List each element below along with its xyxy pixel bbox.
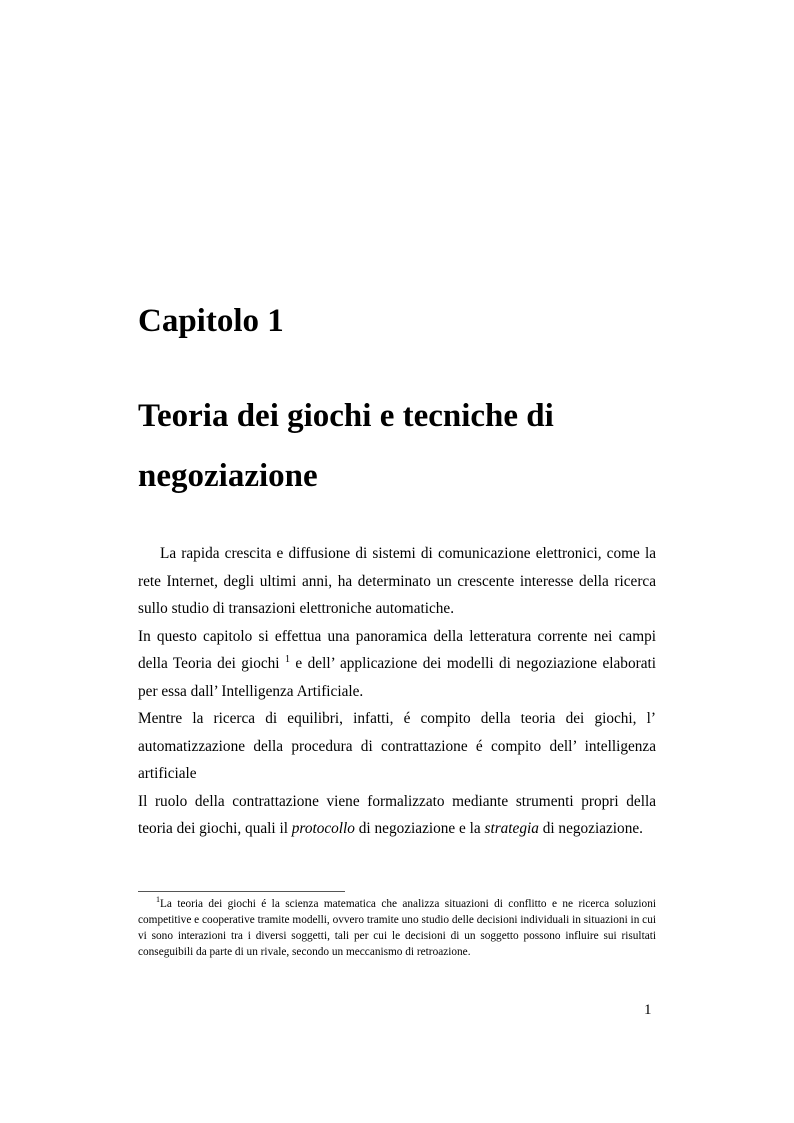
paragraph-overview-text-end: e dell’ applicazione dei modelli di negoziazione elaborati per essa dall’ Intelligenza Artificiale.: [138, 655, 656, 700]
footnote-text: La teoria dei giochi é la scienza matematica che analizza situazioni di conflitto e ne ricerca soluzioni competitive e cooperative tramite modelli, ovvero tramite uno studio delle decisioni individuali in situazioni in cui vi sono interazioni tra i diversi soggetti, tali per cui le decisioni di un soggetto possono influire sui risultati conseguibili da parte di un rivale, secondo un meccanismo di retroazione.: [138, 898, 656, 958]
paragraph-bargaining-role: [138, 788, 656, 843]
footnote: [138, 896, 656, 960]
paragraph-overview-text-start: In questo capitolo si effettua una panoramica della letteratura corrente nei campi della Teoria dei giochi: [138, 627, 656, 672]
term-protocol: protocollo: [291, 820, 355, 837]
footnote-divider: [138, 891, 345, 892]
paragraph-bargaining-text-2: di negoziazione e la: [354, 820, 485, 837]
chapter-label: Capitolo 1: [138, 303, 284, 339]
chapter-title: Teoria dei giochi e tecniche di negoziazione: [138, 398, 554, 494]
paragraph-intro: La rapida crescita e diffusione di sistemi di comunicazione elettronici, come la rete Internet, degli ultimi anni, ha determinato un crescente interesse della ricerca sullo studio di transazioni elettroniche automatiche.: [138, 545, 656, 617]
footnote-mark: 1: [156, 895, 160, 904]
body-text: [138, 540, 656, 843]
paragraph-equilibria: Mentre la ricerca di equilibri, infatti, é compito della teoria dei giochi, l’ automatizzazione della procedura di contrattazione é compito dell’ intelligenza artificiale: [138, 710, 656, 782]
page-number: 1: [644, 1002, 652, 1018]
footnote-reference: 1: [284, 654, 290, 665]
paragraph-bargaining-text-1: Il ruolo della contrattazione viene formalizzato mediante strumenti propri della teoria dei giochi, quali il: [138, 792, 656, 837]
paragraph-bargaining-text-3: di negoziazione.: [538, 820, 643, 837]
term-strategy: strategia: [484, 820, 539, 837]
paragraph-overview: [138, 623, 656, 706]
